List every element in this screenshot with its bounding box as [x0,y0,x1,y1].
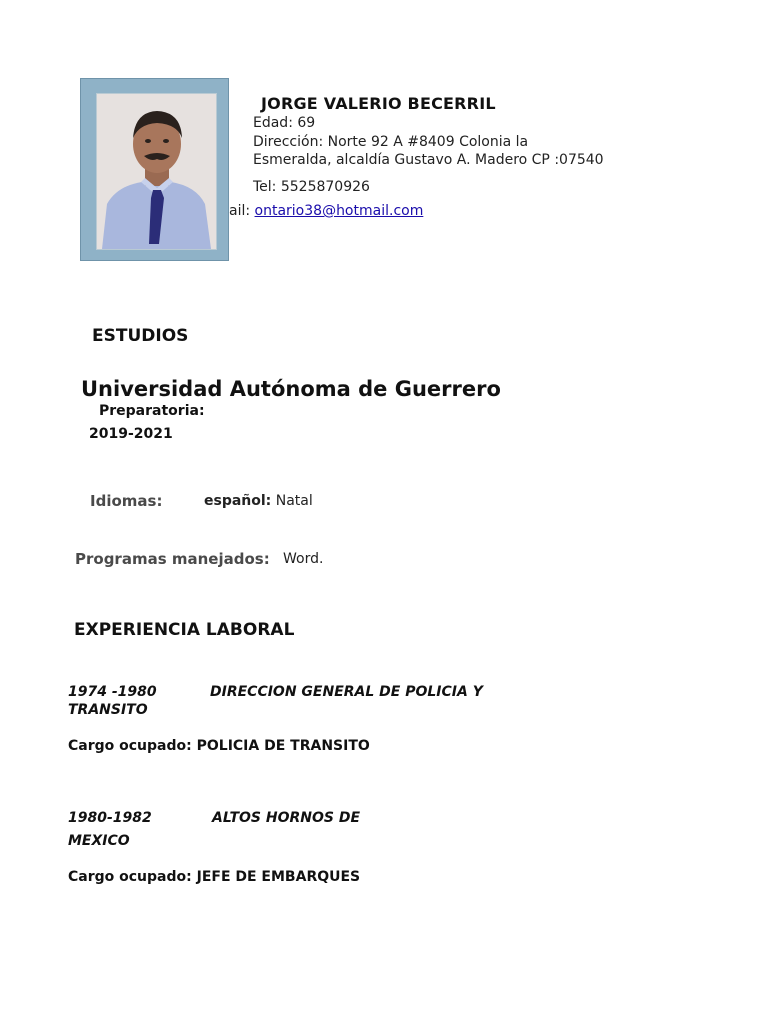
email-label: ail: [229,203,255,219]
address-line-2: Esmeralda, alcaldía Gustavo A. Madero CP :07540 [253,152,604,168]
age: Edad: 69 [253,115,316,131]
job-1-position: Cargo ocupado: POLICIA DE TRANSITO [68,738,370,754]
email-row [229,203,423,219]
institution-name: Universidad Autónoma de Guerrero [81,377,501,401]
language-name: español: [204,493,272,509]
address-line-1: Dirección: Norte 92 A #8409 Colonia la [253,134,529,150]
studies-heading: ESTUDIOS [92,326,189,346]
languages-label: Idiomas: [90,492,163,510]
job-1-employer: DIRECCION GENERAL DE POLICIA Y [210,684,483,700]
language-level: Natal [275,493,313,509]
phone: Tel: 5525870926 [253,179,370,195]
portrait-illustration [97,94,216,249]
profile-photo [80,78,229,261]
full-name: JORGE VALERIO BECERRIL [261,94,496,113]
language-entry [204,493,313,509]
photo-portrait [96,93,217,250]
job-2-position: Cargo ocupado: JEFE DE EMBARQUES [68,869,361,885]
job-2-employer-cont: MEXICO [68,833,130,849]
software-value: Word. [283,551,324,567]
job-2-period: 1980-1982 [68,810,152,826]
software-label: Programas manejados: [75,550,270,568]
job-1-period: 1974 -1980 [68,684,157,700]
study-level: Preparatoria: [99,403,205,419]
study-years: 2019-2021 [89,426,173,442]
email-link[interactable]: ontario38@hotmail.com [254,203,424,219]
job-2-employer: ALTOS HORNOS DE [212,810,361,826]
experience-heading: EXPERIENCIA LABORAL [74,620,295,640]
job-1-employer-cont: TRANSITO [68,702,148,718]
